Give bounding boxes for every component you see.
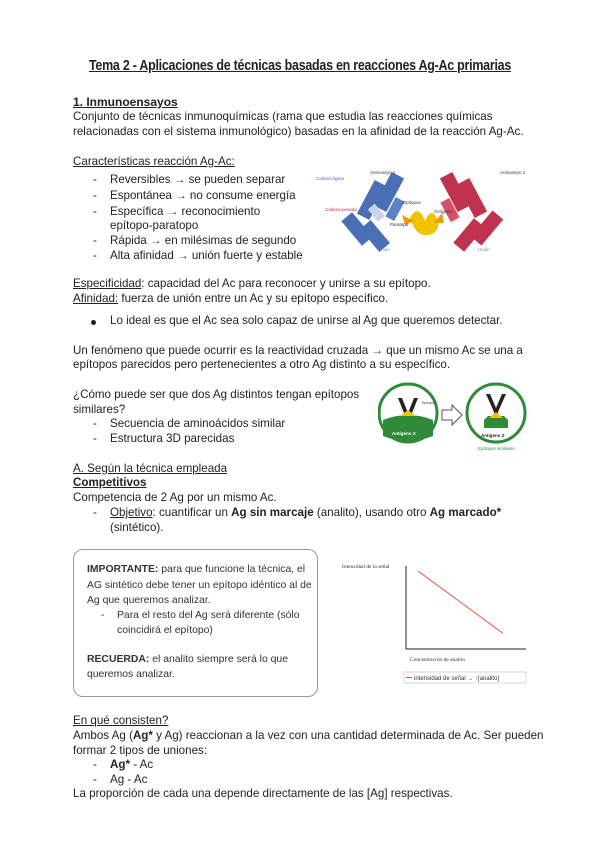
especificidad-def: Especificidad: capacidad del Ac para reconocer y unirse a su epítopo. [73, 277, 431, 290]
cross-line-2: epítopos parecidos pero pertenecientes a otro Ag distinto a su específico. [73, 358, 451, 371]
list-item: Reversibles → se pueden separar [110, 173, 286, 186]
antibody-diagram [310, 163, 535, 263]
list-item: Rápida → en milésimas de segundo [110, 234, 297, 247]
important-line-4: Para el resto del Ag será diferente (sólo [117, 610, 300, 621]
consisten-p3: La proporción de cada una depende directamente de las [Ag] respectivas. [73, 787, 453, 800]
list-item: Secuencia de aminoácidos similar [110, 417, 286, 430]
antigen-graphic [410, 211, 438, 235]
list-item: Estructura 3D parecidas [110, 432, 235, 445]
fig2-label: Epítopo [422, 401, 435, 405]
question-line-2: similares? [73, 403, 126, 416]
chart-ylabel: Intensidad de la señal [342, 564, 390, 570]
intro-line-1: Conjunto de técnicas inmunoquímicas (rama que estudia las reacciones químicas [73, 110, 493, 123]
list-item: Espontánea → no consume energía [110, 189, 296, 202]
fig1-label: Anticuerpo 2 [500, 170, 526, 175]
list-item: epítopo-paratopo [110, 219, 199, 232]
fig1-label: Epítopos [403, 200, 421, 205]
bullet-text: Lo ideal es que el Ac sea solo capaz de unirse al Ag que queremos detectar. [110, 314, 503, 327]
important-line-2: AG sintético debe tener un epítopo idéntico al de [87, 580, 312, 591]
section-heading-tecnica: A. Según la técnica empleada [73, 462, 228, 475]
section-heading-inmunoensayos: 1. Inmunoensayos [73, 95, 178, 109]
fig1-label: Unión [478, 247, 490, 252]
fig1-label: Paratopo [390, 222, 409, 227]
important-line-5: coincidirá el epítopo) [117, 625, 213, 636]
page-title: Tema 2 - Aplicaciones de técnicas basadas en reacciones Ag-Ac primarias [88, 58, 512, 74]
list-item: Alta afinidad → unión fuerte y estable [110, 249, 303, 262]
consisten-p1: Ambos Ag (Ag* y Ag) reaccionan a la vez con una cantidad determinada de Ac. Ser pueden [73, 729, 544, 742]
competitivos-def: Competencia de 2 Ag por un mismo Ac. [73, 491, 277, 504]
consisten-heading: En qué consisten? [73, 714, 169, 727]
fig2-label: Antígeno X [392, 431, 416, 436]
consisten-p2: formar 2 tipos de uniones: [73, 744, 208, 757]
union-1: Ag* - Ac [110, 758, 154, 771]
list-item: Específica → reconocimiento [110, 205, 261, 218]
intro-line-2: relacionadas con el sistema inmunológico) basadas en la afinidad de la reacción Ag-Ac. [73, 125, 524, 138]
recuerda-line-2: queremos analizar. [87, 669, 175, 680]
fig1-label: Unión [378, 247, 390, 252]
important-box: IMPORTANTE: para que funcione la técnica, el AG sintético debe tener un epítopo idéntico al de Ag que queremos analizar. - Para el resto del Ag será diferente (sólo coincidirá el epítopo) RECUERDA: el analito siempre será lo que queremos analizar. [73, 549, 318, 697]
afinidad-def: Afinidad: fuerza de unión entre un Ac y su epítopo específico. [73, 292, 389, 305]
caract-heading: Características reacción Ag-Ac: [73, 155, 235, 168]
fig1-label: Antígeno [434, 209, 453, 214]
question-line-1: ¿Cómo puede ser que dos Ag distintos tengan epítopos [73, 388, 360, 401]
chart-legend: intensidad de señal → ↑[analito] [414, 676, 500, 682]
series-line [418, 571, 503, 633]
fig1-label: Anticuerpo 1 [370, 170, 396, 175]
fig1-label: Cadena pesada [325, 207, 357, 212]
signal-chart [338, 556, 533, 688]
important-line-1: IMPORTANTE: para que funcione la técnica, el [87, 564, 306, 575]
chart-xlabel: Concentración de analito [410, 657, 465, 663]
cross-line-1: Un fenómeno que puede ocurrir es la reactividad cruzada → que un mismo Ac se una a [73, 344, 523, 357]
fig2-label: Epítopos similares [478, 446, 515, 451]
fig2-label: Antígeno Z [481, 433, 505, 438]
competitivos-heading: Competitivos [73, 476, 147, 489]
objetivo-line-2: (sintético). [110, 521, 164, 534]
bullet-icon [91, 320, 96, 325]
recuerda-line-1: RECUERDA: el analito siempre será lo que [87, 654, 288, 665]
important-line-3: Ag que queremos analizar. [87, 595, 211, 606]
union-2: Ag - Ac [110, 773, 148, 786]
objetivo-line: Objetivo: cuantificar un Ag sin marcaje (analito), usando otro Ag marcado* [110, 506, 502, 519]
cross-reactivity-diagram [378, 380, 528, 454]
fig1-label: Cadena ligera [316, 176, 345, 181]
